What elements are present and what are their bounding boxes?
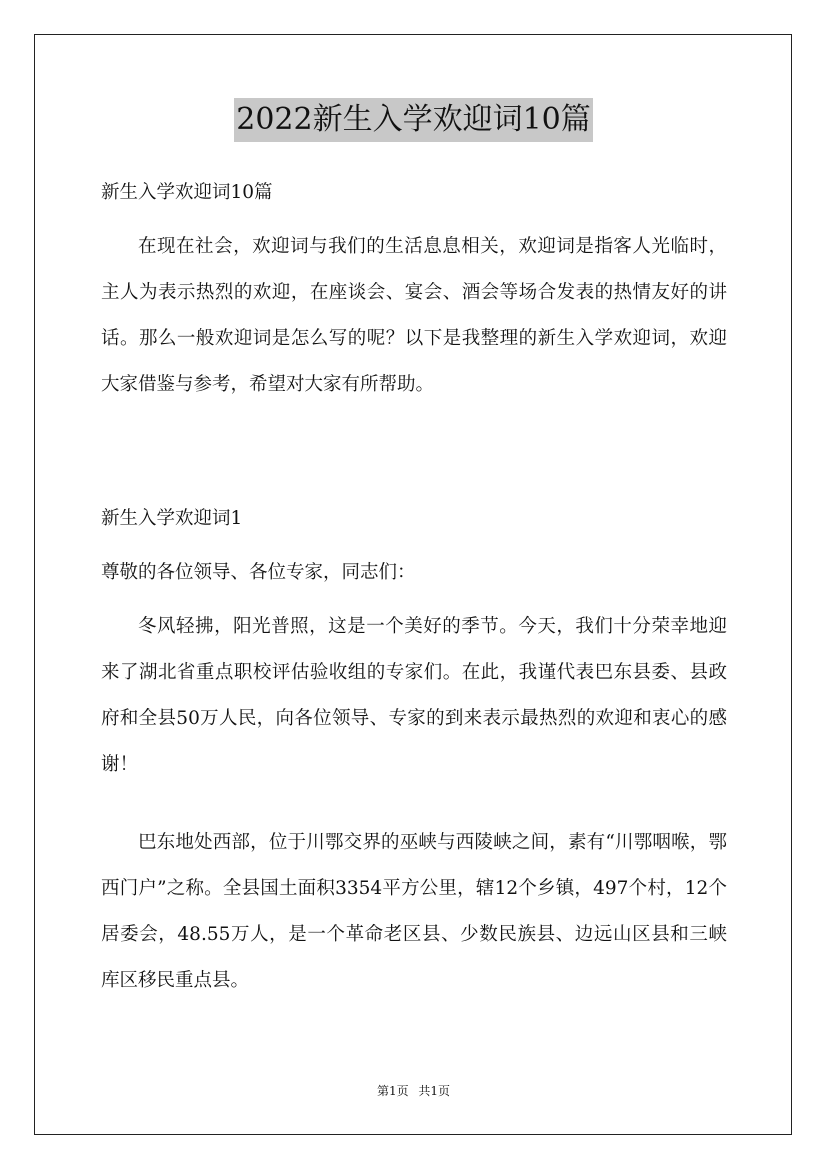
section-heading: 新生入学欢迎词1 bbox=[101, 508, 243, 529]
page-number: 第1页 bbox=[376, 1084, 409, 1098]
subtitle: 新生入学欢迎词10篇 bbox=[101, 182, 273, 203]
body-paragraph-2: 巴东地处西部，位于川鄂交界的巫峡与西陵峡之间，素有“川鄂咽喉，鄂西门户”之称。全县国土面积3354平方公里，辖12个乡镇，497个村，12个居委会，48.55万人，是一个革命老区县、少数民族县、边远山区县和三峡库区移民重点县。 bbox=[101, 832, 727, 991]
intro-paragraph: 在现在社会，欢迎词与我们的生活息息相关，欢迎词是指客人光临时，主人为表示热烈的欢迎，在座谈会、宴会、酒会等场合发表的热情友好的讲话。那么一般欢迎词是怎么写的呢？以下是我整理的新生入学欢迎词，欢迎大家借鉴与参考，希望对大家有所帮助。 bbox=[101, 236, 727, 395]
title-container bbox=[0, 98, 827, 142]
salutation: 尊敬的各位领导、各位专家，同志们： bbox=[101, 562, 416, 583]
body-paragraph-1: 冬风轻拂，阳光普照，这是一个美好的季节。今天，我们十分荣幸地迎来了湖北省重点职校评估验收组的专家们。在此，我谨代表巴东县委、县政府和全县50万人民，向各位领导、专家的到来表示最热烈的欢迎和衷心的感谢！ bbox=[101, 616, 727, 775]
document-title: 2022新生入学欢迎词10篇 bbox=[234, 98, 593, 142]
page-footer bbox=[0, 1083, 827, 1099]
page-total: 共1页 bbox=[418, 1084, 451, 1098]
